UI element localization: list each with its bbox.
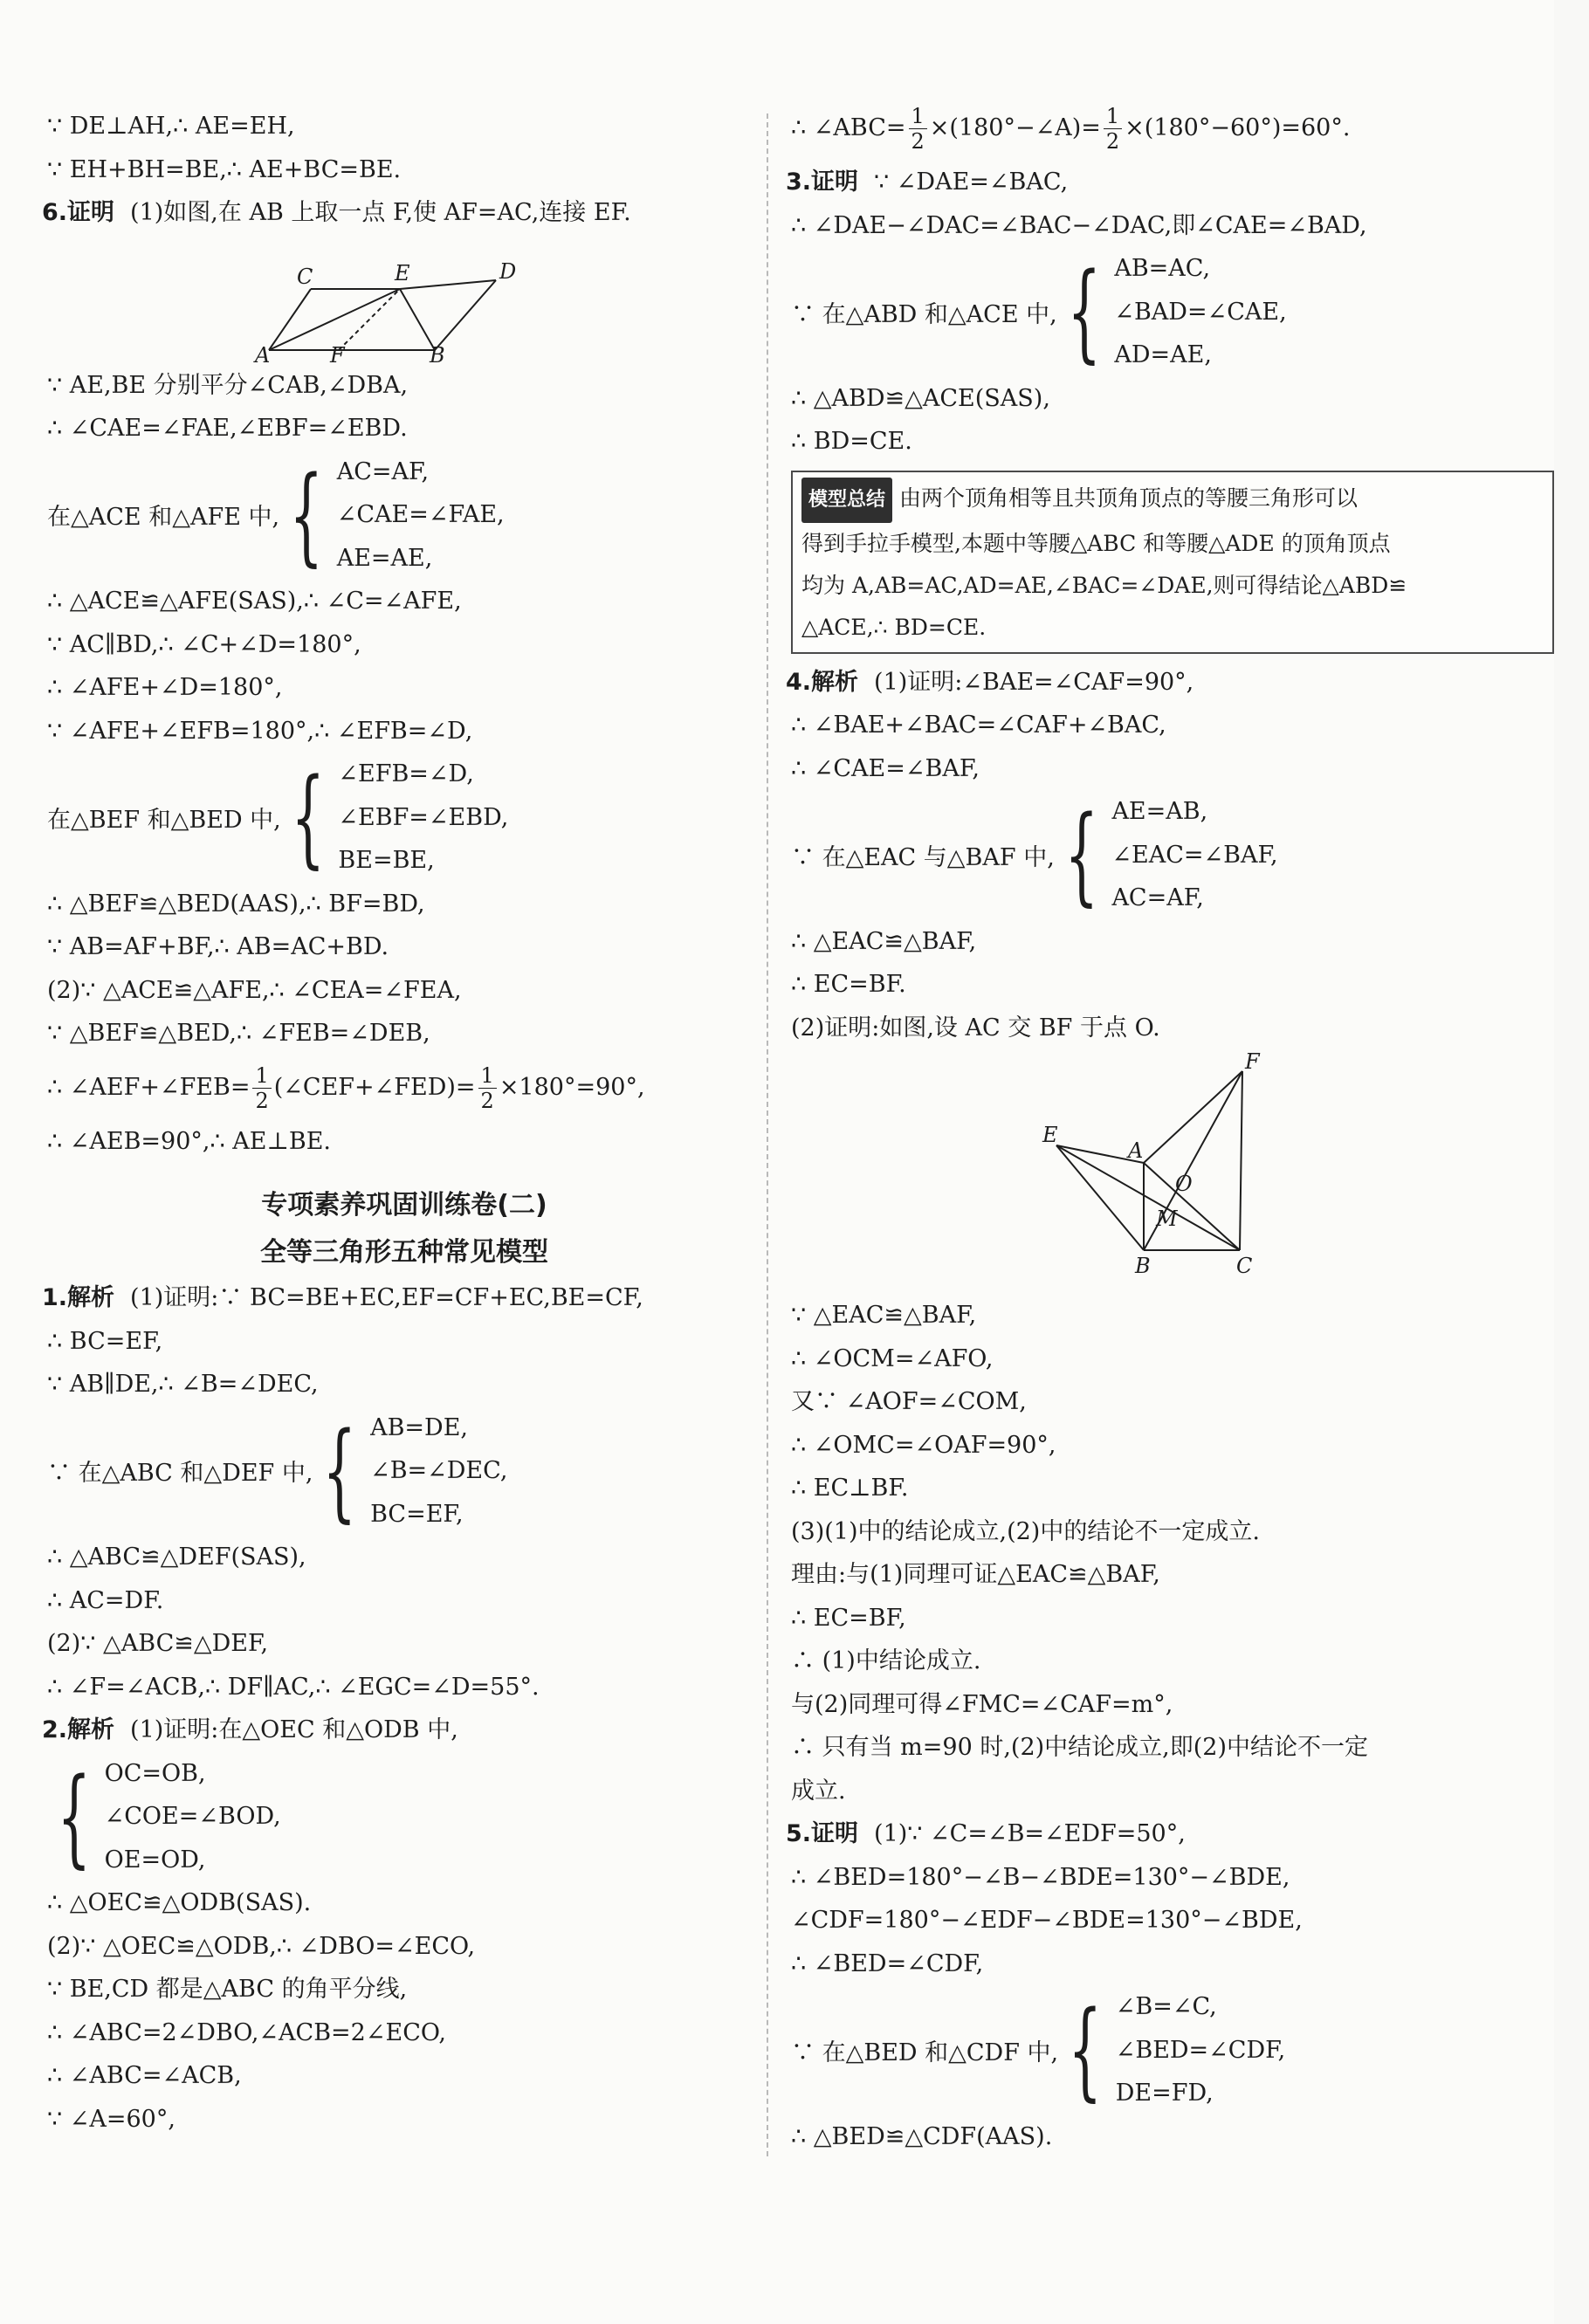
question-1 — [42, 1276, 767, 1320]
text-line: ∵ AB∥DE,∴ ∠B=∠DEC, — [47, 1371, 319, 1398]
section-title: 专项素养巩固训练卷(二) — [261, 1190, 547, 1220]
model-summary-box: 模型总结 由两个顶角相等且共顶角顶点的等腰三角形可以 得到手拉手模型,本题中等腰△ABC 和等腰△ADE 的顶角顶点 均为 A,AB=AC,AD=AE,∠BAC=∠DAE,则可得结论△ABD≌ △ACE,∴ BD=CE. — [791, 471, 1554, 654]
question-number: 3.证明 — [786, 168, 859, 196]
label-E: E — [1042, 1123, 1058, 1147]
text-line: ∴ (1)中结论成立. — [791, 1647, 981, 1674]
text-line: ∵ ∠AFE+∠EFB=180°,∴ ∠EFB=∠D, — [47, 717, 473, 745]
text-line: ∴ ∠BED=180°−∠B−∠BDE=130°−∠BDE, — [791, 1863, 1290, 1891]
question-text: (1)证明:∵ BC=BE+EC,EF=CF+EC,BE=CF, — [130, 1284, 643, 1311]
equation-system — [786, 790, 1554, 920]
condition: ∠B=∠DEC, — [370, 1457, 508, 1484]
fraction: $\frac{1}{2}$ — [478, 1063, 497, 1113]
text-line: ∴ △ABD≌△ACE(SAS), — [791, 384, 1050, 412]
condition: ∠EAC=∠BAF, — [1111, 841, 1278, 869]
text-line: ∵ △BEF≌△BED,∴ ∠FEB=∠DEB, — [47, 1020, 430, 1047]
fraction: $\frac{1}{2}$ — [252, 1063, 271, 1113]
text-line: ∴ △EAC≌△BAF, — [791, 927, 977, 955]
figure-parallel-lines — [42, 235, 767, 364]
text-line: ∵ BE,CD 都是△ABC 的角平分线, — [47, 1976, 408, 2003]
text-line: 与(2)同理可得∠FMC=∠CAF=m°, — [791, 1690, 1173, 1718]
text-line: ∵ △EAC≌△BAF, — [791, 1302, 977, 1329]
text-line: ∴ 只有当 m=90 时,(2)中结论成立,即(2)中结论不一定 — [791, 1734, 1368, 1761]
condition: ∠COE=∠BOD, — [104, 1803, 281, 1830]
label-C: C — [297, 264, 313, 289]
text-line: ∴ △BEF≌△BED(AAS),∴ BF=BD, — [47, 890, 425, 918]
question-2 — [42, 1709, 767, 1752]
text-line: (2)∵ △ABC≌△DEF, — [47, 1630, 269, 1657]
column-divider — [767, 113, 768, 2156]
right-column — [786, 104, 1554, 2158]
question-number: 4.解析 — [786, 668, 859, 696]
text-line: ∴ △ABC≌△DEF(SAS), — [47, 1544, 306, 1571]
question-number: 5.证明 — [786, 1820, 859, 1847]
text-line: ∵ DE⊥AH,∴ AE=EH, — [47, 113, 295, 140]
question-number: 1.解析 — [42, 1284, 115, 1311]
equation-system — [786, 1985, 1554, 2115]
summary-tag: 模型总结 — [801, 478, 892, 523]
label-M: M — [1156, 1207, 1178, 1231]
label-C: C — [1236, 1254, 1253, 1278]
question-number: 2.解析 — [42, 1716, 115, 1743]
equation-system — [42, 753, 767, 883]
question-number: 6.证明 — [42, 199, 115, 226]
brace: { — [291, 755, 325, 880]
text-line: ∴ ∠BED=∠CDF, — [791, 1949, 984, 1977]
condition: AE=AE, — [336, 544, 433, 572]
text-line: 理由:与(1)同理可证△EAC≌△BAF, — [791, 1561, 1160, 1588]
text-line: ∵ AC∥BD,∴ ∠C+∠D=180°, — [47, 630, 361, 658]
fraction: $\frac{1}{2}$ — [1104, 104, 1122, 154]
condition: OE=OD, — [104, 1846, 206, 1874]
text-line: ∵ AB=AF+BF,∴ AB=AC+BD. — [47, 933, 389, 960]
condition: OC=OB, — [104, 1759, 206, 1787]
label-B: B — [430, 342, 445, 364]
text-line: ∴ BC=EF, — [47, 1327, 163, 1355]
equation-system — [42, 450, 767, 581]
condition: ∠EFB=∠D, — [338, 760, 474, 787]
text-line: ∴ EC⊥BF. — [791, 1475, 909, 1502]
geometry-figure-1 — [42, 235, 767, 364]
text-line: ∴ ∠ABC=∠ACB, — [47, 2062, 242, 2089]
text-line: ∴ AC=DF. — [47, 1586, 164, 1614]
question-3 — [786, 161, 1554, 204]
equation-system — [42, 1752, 767, 1882]
label-A: A — [255, 342, 271, 364]
brace: { — [57, 1754, 92, 1879]
text-line: ∴ ∠BAE+∠BAC=∠CAF+∠BAC, — [791, 712, 1166, 739]
text-line: ∴ ∠CAE=∠BAF, — [791, 754, 980, 782]
text-line: (2)证明:如图,设 AC 交 BF 于点 O. — [791, 1014, 1160, 1042]
label-D: D — [499, 258, 517, 284]
condition: ∠BAD=∠CAE, — [1114, 298, 1287, 326]
label-A: A — [1128, 1138, 1144, 1163]
brace: { — [1064, 793, 1099, 918]
label-O: O — [1175, 1172, 1193, 1196]
text-line: ∴ △OEC≌△ODB(SAS). — [47, 1889, 312, 1916]
system-prefix: 在△ACE 和△AFE 中, — [47, 504, 280, 532]
text-line: ∴ ∠DAE−∠DAC=∠BAC−∠DAC,即∠CAE=∠BAD, — [791, 211, 1367, 239]
condition: AE=AB, — [1111, 798, 1208, 825]
text-line: (2)∵ △OEC≌△ODB,∴ ∠DBO=∠ECO, — [47, 1932, 476, 1960]
fraction-line: ∴ ∠AEF+∠FEB= $\frac{1}{2}$ (∠CEF+∠FED)= $\frac{1}{2}$ ×180°=90°, — [47, 1062, 645, 1113]
condition: AC=AF, — [1111, 884, 1204, 911]
equation-system — [786, 247, 1554, 377]
text-line: 又∵ ∠AOF=∠COM, — [791, 1388, 1027, 1415]
brace: { — [1067, 250, 1101, 375]
question-5 — [786, 1812, 1554, 1856]
system-prefix: 在△BEF 和△BED 中, — [47, 806, 281, 834]
condition: ∠CAE=∠FAE, — [336, 501, 505, 528]
text-line: ∴ ∠CAE=∠FAE,∠EBF=∠EBD. — [47, 415, 408, 442]
label-B: B — [1135, 1254, 1151, 1278]
text-line: ∴ △BED≌△CDF(AAS). — [791, 2122, 1053, 2150]
fraction: $\frac{1}{2}$ — [909, 104, 927, 154]
brace: { — [1068, 1988, 1103, 2113]
text-line: ∴ ∠AEB=90°,∴ AE⊥BE. — [47, 1127, 331, 1155]
condition: ∠EBF=∠EBD, — [338, 803, 509, 831]
text-line: ∴ ∠OCM=∠AFO, — [791, 1344, 994, 1372]
system-prefix: ∵ 在△EAC 与△BAF 中, — [791, 843, 1055, 871]
label-F: F — [1245, 1049, 1260, 1074]
section-subtitle: 全等三角形五种常见模型 — [260, 1237, 548, 1268]
text-line: ∠CDF=180°−∠EDF−∠BDE=130°−∠BDE, — [791, 1907, 1303, 1934]
text-line: 成立. — [791, 1777, 846, 1805]
condition: ∠B=∠C, — [1115, 1993, 1217, 2020]
text-line: ∴ ∠ABC=2∠DBO,∠ACB=2∠ECO, — [47, 2018, 446, 2046]
question-6 — [42, 191, 767, 235]
text-line: ∴ EC=BF. — [791, 971, 906, 998]
text-line: ∴ ∠OMC=∠OAF=90°, — [791, 1431, 1056, 1459]
condition: AB=DE, — [370, 1413, 468, 1441]
question-4 — [786, 661, 1554, 705]
text-line: ∴ ∠F=∠ACB,∴ DF∥AC,∴ ∠EGC=∠D=55°. — [47, 1673, 540, 1701]
brace: { — [322, 1408, 357, 1533]
question-text: (1)证明:∠BAE=∠CAF=90°, — [874, 668, 1194, 696]
question-text: (1)如图,在 AB 上取一点 F,使 AF=AC,连接 EF. — [130, 199, 631, 226]
condition: ∠BED=∠CDF, — [1115, 2036, 1286, 2064]
label-F: F — [330, 342, 345, 364]
geometry-figure-2 — [786, 1049, 1554, 1294]
text-line: (3)(1)中的结论成立,(2)中的结论不一定成立. — [791, 1517, 1260, 1545]
question-text: ∵ ∠DAE=∠BAC, — [874, 168, 1069, 196]
question-text: (1)证明:在△OEC 和△ODB 中, — [130, 1716, 458, 1743]
condition: AD=AE, — [1114, 341, 1212, 368]
label-E: E — [395, 260, 410, 285]
text-line: ∴ EC=BF, — [791, 1604, 906, 1632]
condition: BE=BE, — [338, 847, 435, 874]
fraction-line: ∴ ∠ABC= $\frac{1}{2}$ ×(180°−∠A)= $\frac{1}{2}$ ×(180°−60°)=60°. — [791, 104, 1351, 154]
text-line: ∵ EH+BH=BE,∴ AE+BC=BE. — [47, 155, 402, 183]
system-prefix: ∵ 在△BED 和△CDF 中, — [791, 2039, 1059, 2066]
question-text: (1)∵ ∠C=∠B=∠EDF=50°, — [874, 1820, 1186, 1847]
text-line: ∵ ∠A=60°, — [47, 2105, 175, 2133]
condition: BC=EF, — [370, 1500, 464, 1528]
figure-hand-in-hand — [786, 1049, 1554, 1294]
text-line: (2)∵ △ACE≌△AFE,∴ ∠CEA=∠FEA, — [47, 976, 462, 1004]
system-prefix: ∵ 在△ABD 和△ACE 中, — [791, 300, 1057, 328]
text-line: ∴ BD=CE. — [791, 428, 912, 455]
condition: DE=FD, — [1115, 2080, 1214, 2107]
condition: AC=AF, — [336, 457, 430, 485]
text-line: ∴ △ACE≌△AFE(SAS),∴ ∠C=∠AFE, — [47, 588, 462, 615]
left-column — [42, 105, 767, 2141]
brace: { — [289, 452, 324, 577]
text-line: ∴ ∠AFE+∠D=180°, — [47, 674, 283, 701]
condition: AB=AC, — [1114, 255, 1211, 282]
text-line: ∵ AE,BE 分别平分∠CAB,∠DBA, — [47, 371, 409, 399]
system-prefix: ∵ 在△ABC 和△DEF 中, — [47, 1460, 313, 1488]
equation-system — [42, 1406, 767, 1537]
